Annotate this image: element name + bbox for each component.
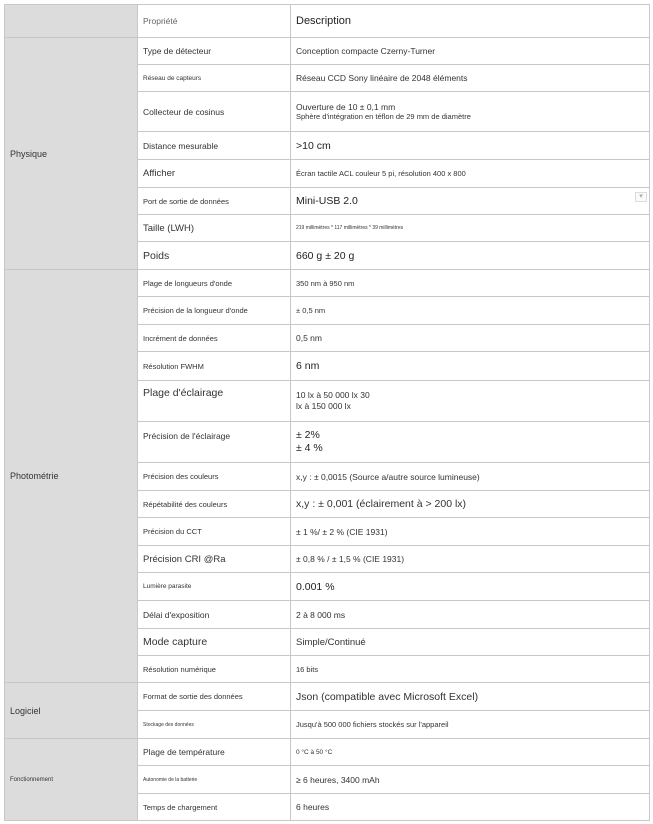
value-cell: Simple/Continué [291, 629, 650, 656]
property-cell: Plage de température [138, 739, 291, 766]
table-row [5, 739, 650, 766]
value-cell: Conception compacte Czerny-Turner [291, 38, 650, 65]
property-cell: Taille (LWH) [138, 215, 291, 242]
value-cell: 0 °C à 50 °C [291, 739, 650, 766]
value-cell: Réseau CCD Sony linéaire de 2048 éléments [291, 65, 650, 92]
property-cell: Plage d'éclairage [138, 381, 291, 422]
value-cell: 350 nm à 950 nm [291, 270, 650, 297]
property-cell: Précision du CCT [138, 518, 291, 546]
chevron-down-icon[interactable]: ▾ [635, 192, 647, 202]
property-cell: Plage de longueurs d'onde [138, 270, 291, 297]
header-description: Description [291, 5, 650, 38]
property-cell: Précision de la longueur d'onde [138, 297, 291, 325]
property-cell: Précision des couleurs [138, 463, 291, 491]
property-cell: Lumière parasite [138, 573, 291, 601]
value-cell: x,y : ± 0,001 (éclairement à > 200 lx) [291, 491, 650, 518]
value-cell [291, 422, 650, 463]
header-row [5, 5, 650, 38]
value-cell: ≥ 6 heures, 3400 mAh [291, 766, 650, 794]
value-line: Sphère d'intégration en téflon de 29 mm de diamètre [296, 112, 471, 122]
value-cell: 6 heures [291, 794, 650, 821]
header-property: Propriété [138, 5, 291, 38]
value-line: 10 lx à 50 000 lx 30 [296, 390, 370, 401]
value-cell: ± 0,5 nm [291, 297, 650, 325]
property-cell: Type de détecteur [138, 38, 291, 65]
value-cell: 16 bits [291, 656, 650, 683]
property-cell: Précision de l'éclairage [138, 422, 291, 463]
table-row [5, 270, 650, 297]
property-cell: Autonomie de la batterie [138, 766, 291, 794]
category-photometrie: Photométrie [5, 270, 138, 683]
property-cell: Distance mesurable [138, 132, 291, 160]
property-cell: Réseau de capteurs [138, 65, 291, 92]
value-cell: x,y : ± 0,0015 (Source a/autre source lumineuse) [291, 463, 650, 491]
property-cell: Incrément de données [138, 325, 291, 352]
value-line: Ouverture de 10 ± 0,1 mm [296, 101, 396, 112]
property-cell: Mode capture [138, 629, 291, 656]
category-physique: Physique [5, 38, 138, 270]
property-cell: Répétabilité des couleurs [138, 491, 291, 518]
header-corner [5, 5, 138, 38]
property-cell: Poids [138, 242, 291, 270]
value-cell: Jusqu'à 500 000 fichiers stockés sur l'appareil [291, 711, 650, 739]
value-cell: ± 0,8 % / ± 1,5 % (CIE 1931) [291, 546, 650, 573]
property-cell: Résolution numérique [138, 656, 291, 683]
value-cell: 0.001 % [291, 573, 650, 601]
value-cell: 660 g ± 20 g [291, 242, 650, 270]
value-cell: Json (compatible avec Microsoft Excel) [291, 683, 650, 711]
property-cell: Délai d'exposition [138, 601, 291, 629]
property-cell: Stockage des données [138, 711, 291, 739]
value-cell: 0,5 nm [291, 325, 650, 352]
property-cell: Format de sortie des données [138, 683, 291, 711]
value-cell [291, 188, 650, 215]
spec-table [4, 4, 650, 821]
property-cell: Collecteur de cosinus [138, 92, 291, 132]
table-row [5, 38, 650, 65]
property-cell: Précision CRI @Ra [138, 546, 291, 573]
property-cell: Afficher [138, 160, 291, 188]
value-cell: Écran tactile ACL couleur 5 pi, résolution 400 x 800 [291, 160, 650, 188]
value-cell: 6 nm [291, 352, 650, 381]
value-line: lx à 150 000 lx [296, 401, 351, 411]
value-text: Mini-USB 2.0 [296, 195, 358, 207]
value-cell [291, 381, 650, 422]
property-cell: Port de sortie de données [138, 188, 291, 215]
category-fonctionnement: Fonctionnement [5, 739, 138, 821]
value-cell: >10 cm [291, 132, 650, 160]
property-cell: Temps de chargement [138, 794, 291, 821]
value-cell: 219 millimètres * 117 millimètres * 39 millimètres [291, 215, 650, 242]
property-cell: Résolution FWHM [138, 352, 291, 381]
category-logiciel: Logiciel [5, 683, 138, 739]
value-cell: ± 1 %/ ± 2 % (CIE 1931) [291, 518, 650, 546]
value-cell: 2 à 8 000 ms [291, 601, 650, 629]
value-line: ± 2% [296, 428, 320, 441]
value-line: ± 4 % [296, 442, 323, 454]
table-row [5, 683, 650, 711]
value-cell [291, 92, 650, 132]
